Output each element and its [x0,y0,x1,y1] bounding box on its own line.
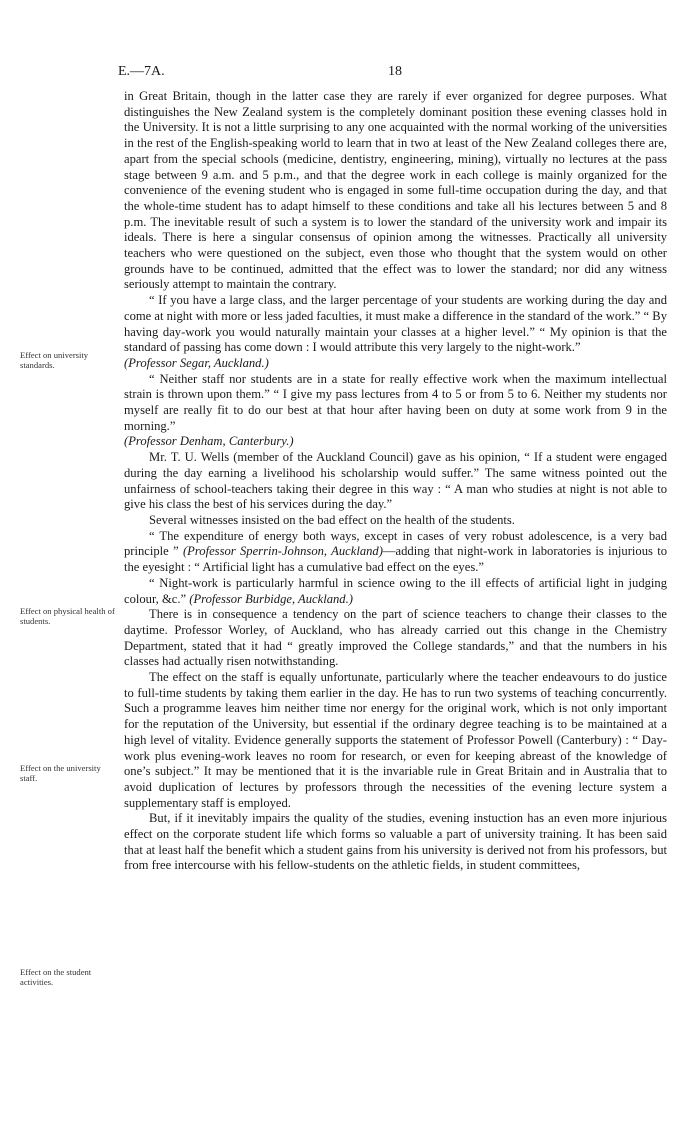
quote-text: “ If you have a large class, and the larger percentage of your students are working during the day and come at night with more or less jaded faculties, it must make a difference in the standard of the work.” “ By having day-work you would naturally maintain your classes at a higher level.” “ My opinion is that the standard of passing has come down : I would attribute this very largely to the night-work.” [124,293,667,355]
page-number: 18 [388,64,402,79]
paragraph [124,529,667,576]
quote-continuation: —adding that night-work in laboratories is injurious to the eyesight : “ Artificial light has a cumulative bad effect on the eyes.” [124,544,667,575]
paragraph [124,372,667,451]
paragraph: There is in consequence a tendency on the part of science teachers to change their classes to the daytime. Professor Worley, of Auckland, who has already carried out this change in the Chemistry Department, stated that it had “ greatly improved the College standards,” and that the numbers in his classes had actually risen notwithstanding. [124,607,667,669]
citation: (Professor Sperrin-Johnson, Auckland) [182,544,383,559]
paragraph: Several witnesses insisted on the bad effect on the health of the students. [149,512,515,527]
quote-text: “ The expenditure of energy both ways, except in cases of very robust adolescence, is a very bad principle ” [124,528,667,559]
citation: (Professor Segar, Auckland.) [124,355,269,370]
margin-note-physical-health: Effect on physical health of students. [20,606,115,626]
margin-note-university-staff: Effect on the university staff. [20,763,101,783]
page-header [118,64,668,82]
paragraph: But, if it inevitably impairs the quality of the studies, evening instuction has an even more injurious effect on the corporate student life which forms so valuable a part of university training. It has been said that at least half the benefit which a student gains from his university is derived not from his professors, but from free intercourse with his fellow-students on the athletic fields, in student committees, [124,811,667,873]
paragraph [124,293,667,372]
paragraph: The effect on the staff is equally unfortunate, particularly where the teacher endeavours to do justice to full-time students by taking them earlier in the day. He has to run two systems of teaching concurrently. Such a programme leaves him neither time nor energy for the original work, which is not only important for the reputation of the University, but essential if the ordinary degree teaching is to be maintained at a high level of vitality. Evidence generally supports the statement of Professor Powell (Canterbury) : “ Day-work plus evening-work leaves no room for research, or even for keeping abreast of the knowledge of one’s subject.” It may be mentioned that it is the invariable rule in Great Britain and in Australia that to avoid duplication of lectures by professors through the necessities of the evening lecture system a supplementary staff is employed. [124,670,667,810]
quote-text: “ Neither staff nor students are in a state for really effective work when the maximum intellectual strain is thrown upon them.” “ I give my pass lectures from 4 to 5 or from 5 to 6. Neither my students nor myself are really fit to do our best at that hour after having been on duty at some work from 9 in the morning.” [124,371,667,433]
citation: (Professor Burbidge, Auckland.) [189,591,353,606]
margin-note-student-activities: Effect on the student activities. [20,967,92,987]
body-text [124,89,667,874]
paragraph: in Great Britain, though in the latter case they are rarely if ever organized for degree purposes. What distinguishes the New Zealand system is the completely dominant position these evening classes hold in the University. It is not a little surprising to any one acquainted with the normal working of the universities in the rest of the English-speaking world to learn that in two at least of the New Zealand colleges there are, apart from the special schools (medicine, dentistry, engineering, mining), virtually no lectures at the pass stage between 9 a.m. and 5 p.m., and that the degree work in each college is mainly organized for the convenience of the evening student who is engaged in some full-time occupation during the day, and that the whole-time student has to adapt himself to these conditions and take all his lectures between 5 and 8 p.m. The inevitable result of such a system is to lower the standard of the university work and impair its ideals. There is here a singular consensus of opinion among the witnesses. Practically all university teachers who were questioned on the subject, even those who thought that the system would on other grounds have to be continued, admitted that the effect was to lower the standard; nor did any witness seriously attempt to maintain the contrary. [124,89,667,292]
paragraph [124,576,667,607]
citation: (Professor Denham, Canterbury.) [124,434,294,449]
paragraph: Mr. T. U. Wells (member of the Auckland Council) gave as his opinion, “ If a student were engaged during the day earning a livelihood his scholarship would suffer.” The same witness pointed out the unfairness of school-teachers taking their degree in this way : “ A man who studies at night is not able to give his class the best of his services during the day.” [124,450,667,512]
document-reference: E.—7A. [118,64,165,79]
margin-note-university-standards: Effect on university standards. [20,350,89,370]
quote-text: “ Night-work is particularly harmful in science owing to the ill effects of artificial light in judging colour, &c.” [124,575,667,606]
